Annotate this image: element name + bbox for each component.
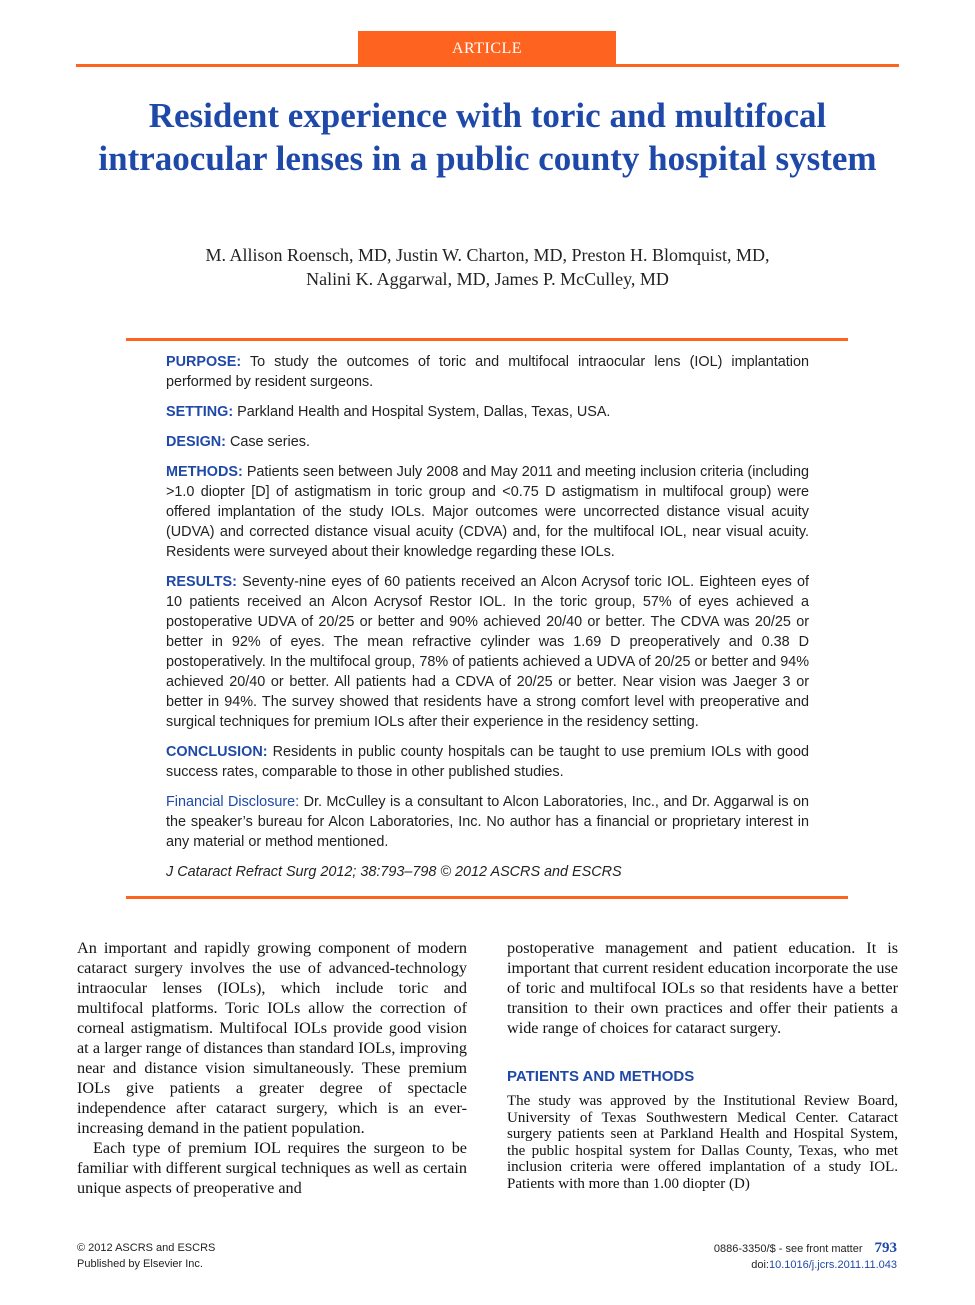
footer-left (77, 1240, 215, 1272)
header-rule (76, 64, 899, 67)
abstract-setting (166, 402, 809, 422)
doi-link[interactable]: 10.1016/j.jcrs.2011.11.043 (768, 1259, 897, 1271)
body-paragraph: postoperative management and patient education. It is important that current resident education incorporate the use of toric and multifocal IOLs so that residents have a better transition to their own practices and offer their patients a wide range of choices for cataract surgery. (507, 939, 898, 1037)
footer-publisher: Published by Elsevier Inc. (77, 1258, 203, 1270)
disclosure-label: Financial Disclosure: (166, 794, 300, 810)
doi-prefix: doi: (751, 1259, 769, 1271)
author-line-1: M. Allison Roensch, MD, Justin W. Charton, MD, Preston H. Blomquist, MD, (205, 245, 770, 265)
body-paragraph: The study was approved by the Institutional Review Board, University of Texas Southwestern Medical Center. Cataract surgery patients seen at Parkland Health and Hospital System, the public hospital system for Dallas County, Texas, who met inclusion criteria were offered implantation of a study IOL. Patients with more than 1.00 diopter (D) (507, 1093, 898, 1192)
abstract-purpose (166, 352, 809, 392)
page-number: 793 (874, 1240, 897, 1256)
body-column-right (507, 938, 898, 1192)
abstract-design (166, 432, 809, 452)
body-column-left (77, 938, 467, 1198)
disclosure-text: Dr. McCulley is a consultant to Alcon Laboratories, Inc., and Dr. Aggarwal is on the speaker’s bureau for Alcon Laboratories, Inc. No author has a financial or proprietary interest in any material or method mentioned. (166, 794, 809, 850)
methods-label: METHODS: (166, 464, 243, 480)
design-label: DESIGN: (166, 434, 226, 450)
abstract-conclusion (166, 742, 809, 782)
methods-text: Patients seen between July 2008 and May 2011 and meeting inclusion criteria (including >1.0 diopter [D] of astigmatism in toric group and <0.75 D astigmatism in multifocal group) were offered implantation of the study IOLs. Major outcomes were uncorrected distance visual acuity (UDVA) and corrected distance visual acuity (CDVA) and, for the multifocal IOL, near visual acuity. Residents were surveyed about their knowledge regarding these IOLs. (166, 464, 810, 560)
body-paragraph: An important and rapidly growing component of modern cataract surgery involves the use of advanced-technology intraocular lenses (IOLs), which include toric and multifocal platforms. Toric IOLs allow the correction of corneal astigmatism. Multifocal IOLs provide good vision at a larger range of distances than standard IOLs, improving near and distance vision simultaneously. These premium IOLs give patients a greater degree of spectacle independence after cataract surgery, which is an ever-increasing demand in the patient population. (77, 939, 467, 1137)
abstract-results (166, 572, 809, 732)
footer-right (714, 1240, 897, 1273)
purpose-label: PURPOSE: (166, 354, 242, 370)
journal-citation: J Cataract Refract Surg 2012; 38:793–798 © 2012 ASCRS and ESCRS (166, 864, 622, 880)
article-title: Resident experience with toric and multifocal intraocular lenses in a public county hospital system (98, 96, 877, 178)
footer-copyright: © 2012 ASCRS and ESCRS (77, 1242, 216, 1254)
setting-label: SETTING: (166, 404, 234, 420)
author-line-2: Nalini K. Aggarwal, MD, James P. McCulley, MD (306, 269, 669, 289)
setting-text: Parkland Health and Hospital System, Dallas, Texas, USA. (237, 404, 611, 420)
author-list (90, 243, 885, 291)
abstract (166, 352, 809, 892)
results-label: RESULTS: (166, 574, 237, 590)
body-paragraph: Each type of premium IOL requires the surgeon to be familiar with different surgical techniques as well as certain unique aspects of preoperative and (77, 1139, 467, 1197)
conclusion-text: Residents in public county hospitals can be taught to use premium IOLs with good success rates, comparable to those in other published studies. (166, 744, 809, 780)
section-heading: PATIENTS AND METHODS (507, 1068, 695, 1085)
footer-issn: 0886-3350/$ - see front matter (713, 1243, 863, 1255)
design-text: Case series. (229, 434, 310, 450)
abstract-rule-bottom (126, 896, 848, 899)
purpose-text: To study the outcomes of toric and multifocal intraocular lens (IOL) implantation performed by resident surgeons. (166, 354, 809, 390)
abstract-methods (166, 462, 809, 562)
article-type-tag: ARTICLE (358, 31, 616, 65)
abstract-rule-top (126, 338, 848, 341)
conclusion-label: CONCLUSION: (166, 744, 268, 760)
abstract-disclosure (166, 792, 809, 852)
results-text: Seventy-nine eyes of 60 patients received an Alcon Acrysof toric IOL. Eighteen eyes of 10 patients received an Alcon Acrysof Restor IOL. In the toric group, 57% of eyes achieved a postoperative UDVA of 20/25 or better and 90% achieved 20/40 or better. The CDVA was 20/25 or better in 92% of eyes. The mean refractive cylinder was 1.69 D preoperatively and 0.38 D postoperatively. In the multifocal group, 78% of patients achieved a UDVA of 20/25 or better and 94% achieved 20/40 or better. All patients had a CDVA of 20/25 or better. Near vision was Jaeger 3 or better in 94%. The survey showed that residents have a strong comfort level with preoperative and surgical techniques for premium IOLs after their experience in the residency setting. (166, 574, 809, 730)
